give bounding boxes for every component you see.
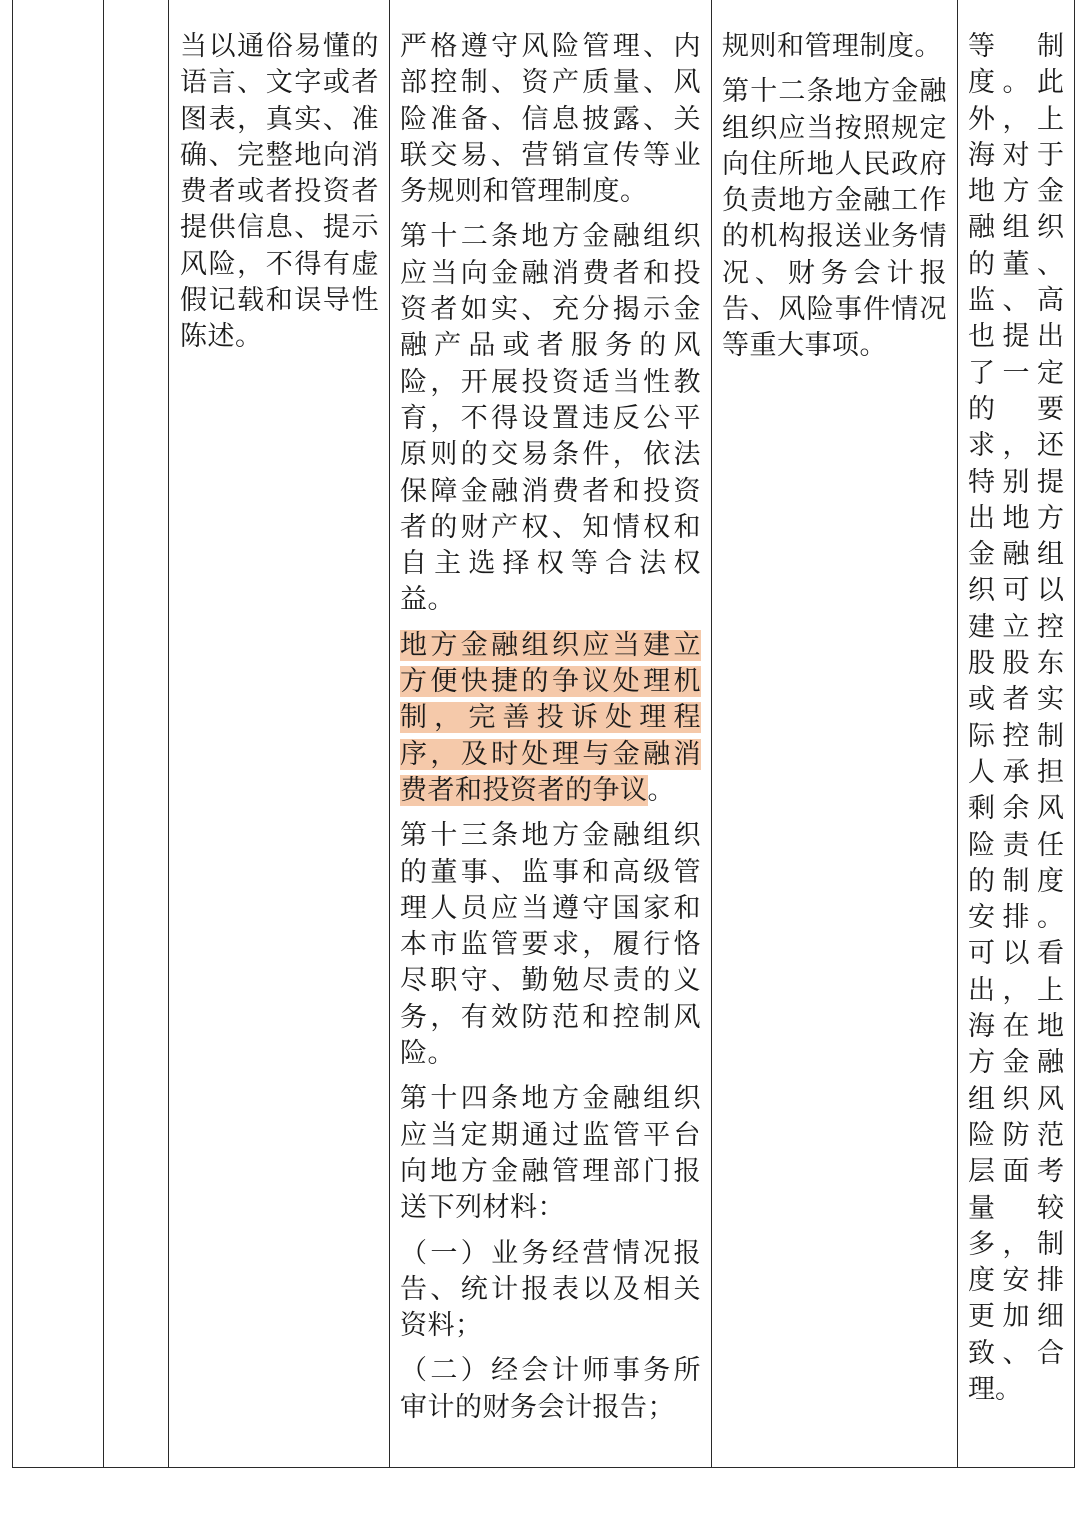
- table-row: [13, 0, 1075, 1468]
- table-cell-col1: [13, 0, 104, 1468]
- col4-paragraph-5: 第十四条地方金融组织应当定期通过监管平台向地方金融管理部门报送下列材料：: [400, 1083, 701, 1224]
- highlight-tail: 。: [647, 774, 675, 806]
- regulation-comparison-table: [12, 0, 1075, 1468]
- col4-paragraph-4: 第十三条地方金融组织的董事、监事和高级管理人员应当遵守国家和本市监管要求，履行恪尽职守、勤勉尽责的义务，有效防范和控制风险。: [400, 820, 701, 1070]
- table-cell-col4: [390, 0, 712, 1468]
- table-cell-col6: [958, 0, 1075, 1468]
- col3-paragraph: 当以通俗易懂的语言、文字或者图表，真实、准确、完整地向消费者或者投资者提供信息、提示风险，不得有虚假记载和误导性陈述。: [180, 31, 379, 353]
- col5-paragraph-1: 规则和管理制度。: [722, 31, 942, 62]
- table-cell-col3: [169, 0, 390, 1468]
- table-cell-col5: [712, 0, 958, 1468]
- col4-paragraph-1: 严格遵守风险管理、内部控制、资产质量、风险准备、信息披露、关联交易、营销宣传等业务规则和管理制度。: [400, 31, 701, 208]
- col5-paragraph-2: 第十二条地方金融组织应当按照规定向住所地人民政府负责地方金融工作的机构报送业务情况、财务会计报告、风险事件情况等重大事项。: [722, 76, 947, 362]
- col6-paragraph-1: 等制度。此外，上海对于地方金融组织的董、监、高也提出了一定的要求，还特别提出地方金融组织可以建立控股股东或者实际控制人承担剩余风险责任的制度安排。可以看出，上海在地方金融组织风险防范层面考量较多，制度安排更加细致、合理。: [968, 31, 1064, 1405]
- col4-paragraph-6: （一）业务经营情况报告、统计报表以及相关资料；: [400, 1237, 701, 1342]
- col4-paragraph-7: （二）经会计师事务所审计的财务会计报告；: [400, 1355, 701, 1423]
- highlighted-text: 地方金融组织应当建立方便快捷的争议处理机制，完善投诉处理程序，及时处理与金融消费者和投资者的争议: [400, 629, 701, 806]
- col4-paragraph-2: 第十二条地方金融组织应当向金融消费者和投资者如实、充分揭示金融产品或者服务的风险，开展投资适当性教育，不得设置违反公平原则的交易条件，依法保障金融消费者和投资者的财产权、知情权和自主选择权等合法权益。: [400, 221, 701, 616]
- col4-paragraph-3: [400, 628, 701, 809]
- table-cell-col2: [104, 0, 169, 1468]
